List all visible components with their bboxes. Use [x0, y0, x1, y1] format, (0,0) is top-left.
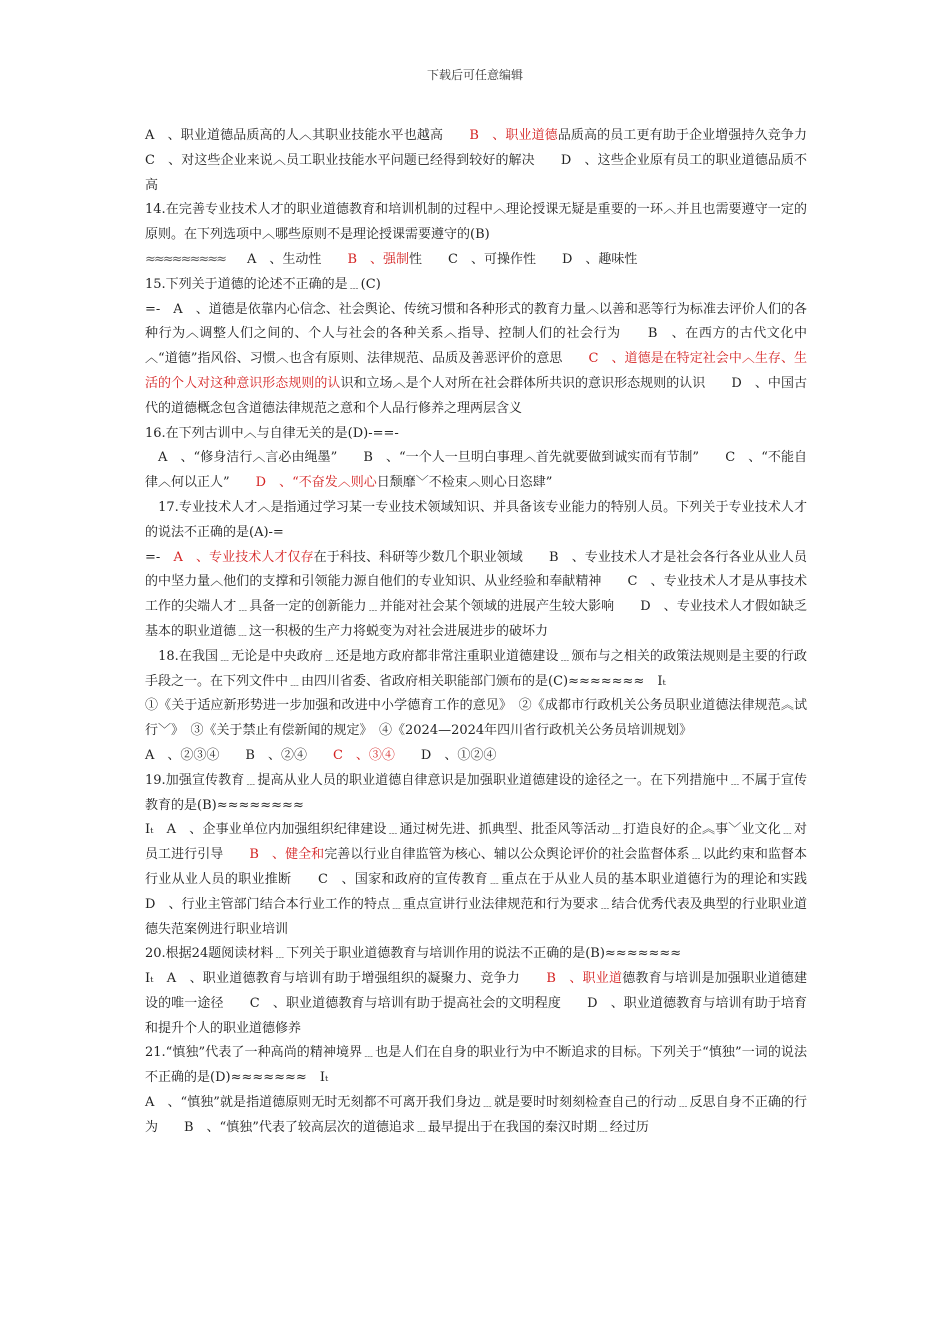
q18-question: 18.在我国﹍无论是中央政府﹍还是地方政府都非常注重职业道德建设﹍颁布与之相关的政策法规则是主要的行政手段之一。在下列文件中﹍由四川省委、省政府相关职能部门颁布的是(C)≈≈≈≈≈≈≈ Iₜ	[145, 648, 807, 689]
q17-options: =- A 、专业技术人才仅存在于科技、科研等少数几个职业领域 B 、专业技术人才是社会各行各业从业人员的中坚力量︿他们的支撑和引领能力源自他们的专业知识、从业经验和奉献精神 C 、专业技术人才是从事技术工作的尖端人才﹍具备一定的创新能力﹍并能对社会某个领域的进展产生较大影响 D 、专业技术人才假如缺乏基本的职业道德﹍这一积极的生产力将蜕变为对社会进展进步的破坏力	[145, 549, 807, 639]
q16-options: A 、“修身洁行︿言必由绳墨” B 、“一个人一旦明白事理︿首先就要做到诚实而有节制” C 、“不能自律︿何以正人” D 、“不奋发︿则心日颓靡﹀不检束︿则心日恣肆”	[145, 450, 807, 491]
q15-options: =- A 、道德是依靠内心信念、社会舆论、传统习惯和各种形式的教育力量︿以善和恶等行为标准去评价人们的各种行为︿调整人们之间的、个人与社会的各种关系︿指导、控制人们的社会行为 B 、在西方的古代文化中︿“道德”指风俗、习惯︿也含有原则、法律规范、品质及善恶评价的意思 C 、道德是在特定社会中︿生存、生活的个人对这种意识形态规则的认识和立场︿是个人对所在社会群体所共识的意识形态规则的认识 D 、中国古代的道德概念包含道德法律规范之意和个人品行修养之理两层含义	[145, 301, 807, 416]
q20-options: Iₜ A 、职业道德教育与培训有助于增强组织的凝聚力、竞争力 B 、职业道德教育与培训是加强职业道德建设的唯一途径 C 、职业道德教育与培训有助于提高社会的文明程度 D 、职业道德教育与培训有助于培育和提升个人的职业道德修养	[145, 971, 807, 1036]
q15-question: 15.下列关于道德的论述不正确的是﹍(C)	[145, 276, 381, 292]
q18-documents: ①《关于适应新形势进一步加强和改进中小学德育工作的意见》 ②《成都市行政机关公务员职业道德法律规范︽试行﹀》 ③《关于禁止有偿新闻的规定》 ④《2024—2024年四川省行政机关公务员培训规划》	[145, 698, 807, 739]
q19-question: 19.加强宣传教育﹍提高从业人员的职业道德自律意识是加强职业道德建设的途径之一。在下列措施中﹍不属于宣传教育的是(B)≈≈≈≈≈≈≈≈	[145, 772, 807, 813]
q14-question: 14.在完善专业技术人才的职业道德教育和培训机制的过程中︿理论授课无疑是重要的一环︿并且也需要遵守一定的原则。在下列选项中︿哪些原则不是理论授课需要遵守的(B)	[145, 202, 807, 243]
q20-question: 20.根据24题阅读材料﹍下列关于职业道德教育与培训作用的说法不正确的是(B)≈≈≈≈≈≈≈	[145, 946, 682, 962]
q16-question: 16.在下列古训中︿与自律无关的是(D)-==-	[145, 425, 399, 441]
q17-question: 17.专业技术人才︿是指通过学习某一专业技术领域知识、并具备该专业能力的特别人员。下列关于专业技术人才的说法不正确的是(A)-=	[145, 499, 807, 540]
q21-question: 21.“慎独”代表了一种高尚的精神境界﹍也是人们在自身的职业行为中不断追求的目标。下列关于“慎独”一词的说法不正确的是(D)≈≈≈≈≈≈≈ Iₜ	[145, 1045, 807, 1086]
q13-options: A 、职业道德品质高的人︿其职业技能水平也越高 B 、职业道德品质高的员工更有助于企业增强持久竞争力 C 、对这些企业来说︿员工职业技能水平问题已经得到较好的解决 D 、这些企业原有员工的职业道德品质不高	[145, 128, 833, 193]
document-body	[145, 124, 834, 1141]
page-header: 下载后可任意编辑	[426, 68, 523, 82]
q14-options: ≈≈≈≈≈≈≈≈≈ A 、生动性 B 、强制性 C 、可操作性 D 、趣味性	[145, 251, 638, 267]
q21-options: A 、“慎独”就是指道德原则无时无刻都不可离开我们身边﹍就是要时时刻刻检查自己的行动﹍反思自身不正确的行为 B 、“慎独”代表了较高层次的道德追求﹍最早提出于在我国的秦汉时期﹍经过历	[145, 1095, 807, 1135]
q19-options: Iₜ A 、企事业单位内加强组织纪律建设﹍通过树先进、抓典型、批歪风等活动﹍打造良好的企︽事﹀业文化﹍对员工进行引导 B 、健全和完善以行业自律监管为核心、辅以公众舆论评价的社会监督体系﹍以此约束和监督本行业从业人员的职业推断 C 、国家和政府的宣传教育﹍重点在于从业人员的基本职业道德行为的理论和实践 D 、行业主管部门结合本行业工作的特点﹍重点宣讲行业法律规范和行为要求﹍结合优秀代表及典型的行业职业道德失范案例进行职业培训	[145, 822, 834, 937]
q18-options: A 、②③④ B 、②④ C 、③④ D 、①②④	[145, 747, 497, 763]
